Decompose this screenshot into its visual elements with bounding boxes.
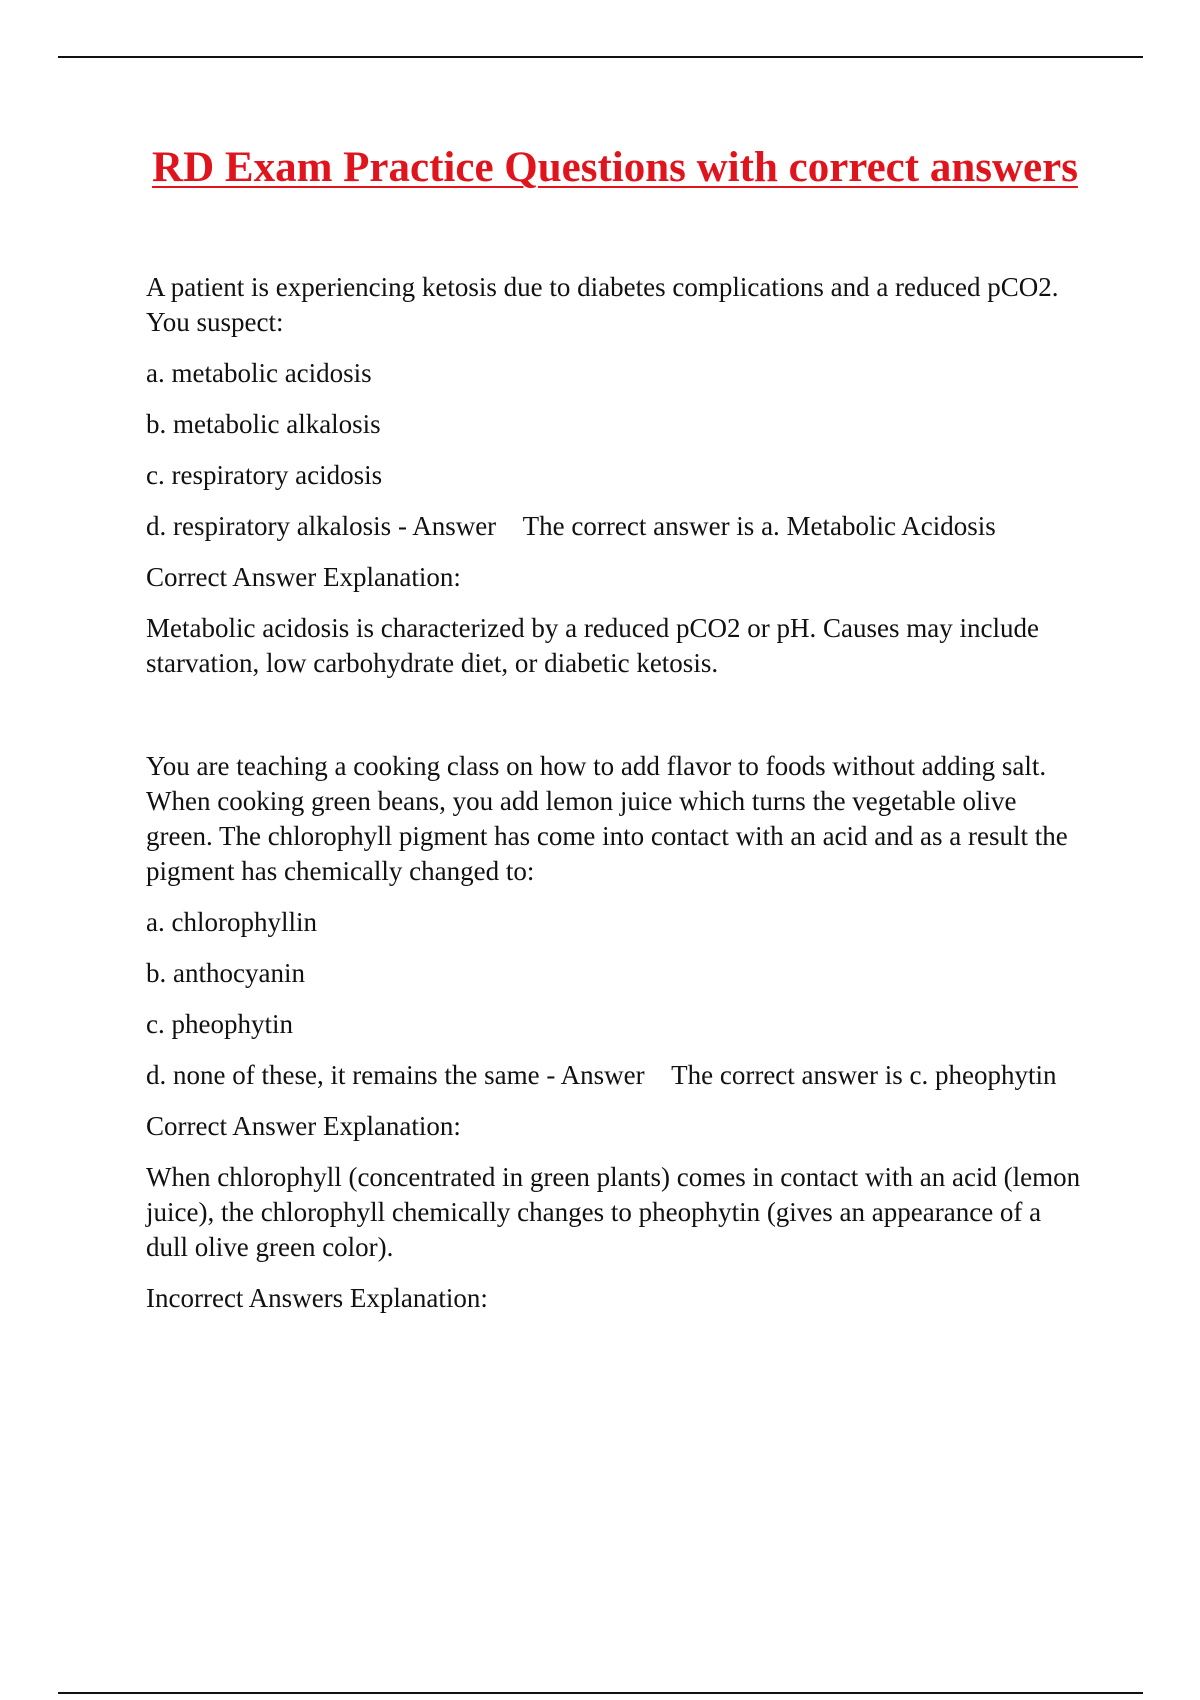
option-b: b. anthocyanin — [146, 958, 305, 988]
option-d-answer: d. none of these, it remains the same - Answer The correct answer is c. pheophytin — [146, 1060, 1057, 1090]
section-spacer — [146, 697, 1086, 749]
explanation-heading: Correct Answer Explanation: — [146, 1111, 461, 1141]
bottom-rule — [58, 1692, 1143, 1694]
explanation-text: Metabolic acidosis is characterized by a reduced pCO2 or pH. Causes may include starvation, low carbohydrate diet, or diabetic ketosis. — [146, 613, 1039, 678]
option-a: a. chlorophyllin — [146, 907, 317, 937]
explanation-heading: Correct Answer Explanation: — [146, 562, 461, 592]
document-body — [146, 270, 1086, 1332]
explanation-text: When chlorophyll (concentrated in green plants) comes in contact with an acid (lemon juice), the chlorophyll chemically changes to pheophytin (gives an appearance of a dull olive green color). — [146, 1162, 1081, 1262]
top-rule — [58, 56, 1143, 58]
option-c: c. respiratory acidosis — [146, 460, 383, 490]
incorrect-explanation-heading: Incorrect Answers Explanation: — [146, 1283, 488, 1313]
question-block-2 — [146, 749, 1086, 1316]
option-d-answer: d. respiratory alkalosis - Answer The correct answer is a. Metabolic Acidosis — [146, 511, 996, 541]
option-c: c. pheophytin — [146, 1009, 293, 1039]
question-text: A patient is experiencing ketosis due to diabetes complications and a reduced pCO2. You suspect: — [146, 272, 1059, 337]
option-b: b. metabolic alkalosis — [146, 409, 381, 439]
page-title: RD Exam Practice Questions with correct answers — [152, 144, 1078, 191]
question-text: You are teaching a cooking class on how to add flavor to foods without adding salt. When cooking green beans, you add lemon juice which turns the vegetable olive green. The chlorophyll pigment has come into contact with an acid and as a result the pigment has chemically changed to: — [146, 751, 1068, 886]
option-a: a. metabolic acidosis — [146, 358, 372, 388]
question-block-1 — [146, 270, 1086, 681]
